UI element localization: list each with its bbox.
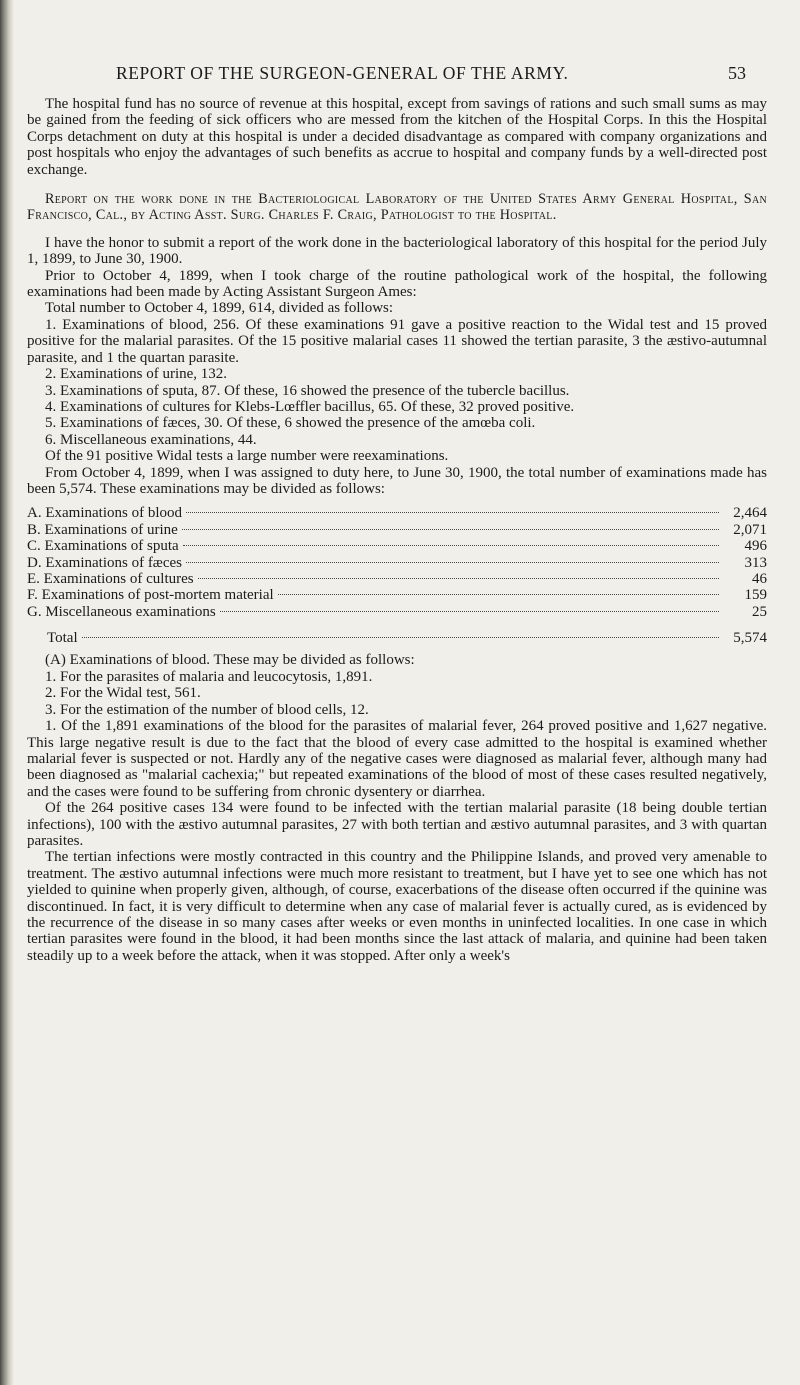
row-value: 2,464: [733, 505, 767, 522]
row-label: E. Examinations of cultures: [27, 570, 194, 587]
paragraph: 1. For the parasites of malaria and leucocytosis, 1,891.: [45, 668, 373, 685]
paragraph: 3. For the estimation of the number of blood cells, 12.: [45, 701, 369, 718]
row-value: 313: [744, 554, 767, 571]
row-label: B. Examinations of urine: [27, 521, 178, 538]
paragraph-hospital-fund: The hospital fund has no source of revenue at this hospital, except from savings of rations and such small sums as may be gained from the feeding of sick officers who are messed from the kitchen of the Hospital Corps. In this the Hospital Corps detachment on duty at this hospital is under a decided disadvantage as compared with company organizations and post hospitals who enjoy the advantages of such benefits as accrue to hospital and company funds by a well-directed post exchange.: [27, 96, 767, 178]
paragraph: 3. Examinations of sputa, 87. Of these, 16 showed the presence of the tubercle bacillus.: [45, 382, 570, 399]
paragraph: The tertian infections were mostly contracted in this country and the Philippine Islands, and proved very amenable to treatment. The æstivo autumnal infections were much more resistant to treatment, but I have yet to see one which has not yielded to quinine when properly given, although, of course, exacerbations of the disease often occurred if the quinine was discontinued. In fact, it is very difficult to determine when any case of malarial fever is actually cured, as is evidenced by the recurrence of the disease in so many cases after weeks or even months in uninfected localities. In one case in which tertian parasites were found in the blood, it had been months since the last attack of malaria, and quinine had been taken steadily up to a week before the attack, when it was stopped. After only a week's: [27, 849, 767, 964]
paragraph: Of the 264 positive cases 134 were found to be infected with the tertian malarial parasite (18 being double tertian infections), 100 with the æstivo autumnal parasites, 27 with both tertian and æstivo autumnal parasites, and 3 with quartan parasites.: [27, 800, 767, 849]
row-label: A. Examinations of blood: [27, 505, 182, 522]
running-head-title: REPORT OF THE SURGEON-GENERAL OF THE ARMY.: [116, 63, 569, 83]
running-head: [0, 63, 800, 87]
row-label: F. Examinations of post-mortem material: [27, 587, 274, 604]
row-label: G. Miscellaneous examinations: [27, 603, 216, 620]
row-label: C. Examinations of sputa: [27, 538, 179, 555]
paragraph: 4. Examinations of cultures for Klebs-Lœffler bacillus, 65. Of these, 32 proved positive.: [45, 398, 575, 415]
examinations-table: [27, 505, 767, 646]
row-value: 2,071: [733, 521, 767, 538]
introduction-section: [27, 235, 767, 498]
table-row: [27, 505, 767, 521]
paragraph: Total number to October 4, 1899, 614, divided as follows:: [45, 300, 394, 317]
leader-dots: [186, 562, 719, 563]
page-number: 53: [728, 63, 746, 83]
table-row: [27, 587, 767, 603]
row-value: 496: [744, 538, 767, 555]
leader-dots: [278, 594, 719, 595]
leader-dots: [220, 611, 719, 612]
table-row: [27, 604, 767, 620]
leader-dots: [198, 578, 719, 579]
paragraph: I have the honor to submit a report of the work done in the bacteriological laboratory of this hospital for the period July 1, 1899, to June 30, 1900.: [27, 234, 767, 268]
page-binding-edge: [0, 0, 14, 1385]
table-row: [27, 555, 767, 571]
leader-dots: [186, 512, 719, 513]
table-row: [27, 538, 767, 554]
paragraph: 1. Of the 1,891 examinations of the blood for the parasites of malarial fever, 264 proved positive and 1,627 negative. This large negative result is due to the fact that the blood of every case admitted to the hospital is examined whether malarial fever is suspected or not. Hardly any of the negative cases were diagnosed as malarial fever, although many had been diagnosed as "malarial cachexia;" but repeated examinations of the blood of most of these cases resulted negatively, and the cases were found to be suffering from chronic dysentery or diarrhea.: [27, 718, 767, 800]
paragraph: 1. Examinations of blood, 256. Of these examinations 91 gave a positive reaction to the Widal test and 15 proved positive for the malarial parasites. Of the 15 positive malarial cases 11 showed the tertian parasite, 3 the æstivo-autumnal parasite, and 1 the quartan parasite.: [27, 316, 767, 366]
table-total-row: [27, 630, 767, 646]
paragraph: 2. Examinations of urine, 132.: [45, 366, 228, 383]
row-label: D. Examinations of fæces: [27, 554, 182, 571]
row-value: 46: [752, 570, 767, 587]
paragraph: Prior to October 4, 1899, when I took charge of the routine pathological work of the hospital, the following examinations had been made by Acting Assistant Surgeon Ames:: [27, 267, 767, 301]
paragraph: From October 4, 1899, when I was assigned to duty here, to June 30, 1900, the total number of examinations made has been 5,574. These examinations may be divided as follows:: [27, 464, 767, 497]
total-value: 5,574: [733, 630, 767, 647]
row-value: 25: [752, 603, 767, 620]
blood-examinations-section: [27, 652, 767, 964]
leader-dots: [183, 545, 719, 546]
total-label: Total: [47, 630, 78, 647]
report-heading: Report on the work done in the Bacteriological Laboratory of the United States Army General Hospital, San Francisco, Cal., by Acting Asst. Surg. Charles F. Craig, Pathologist to the Hospital.: [27, 191, 767, 224]
paragraph: 5. Examinations of fæces, 30. Of these, 6 showed the presence of the amœba coli.: [45, 415, 536, 432]
paragraph: 6. Miscellaneous examinations, 44.: [45, 431, 257, 448]
leader-dots: [82, 637, 719, 638]
table-row: [27, 571, 767, 587]
leader-dots: [182, 529, 719, 530]
page-body: [27, 96, 767, 964]
paragraph: (A) Examinations of blood. These may be divided as follows:: [45, 652, 415, 669]
row-value: 159: [744, 587, 767, 604]
paragraph: 2. For the Widal test, 561.: [45, 685, 201, 702]
paragraph: Of the 91 positive Widal tests a large number were reexaminations.: [45, 448, 449, 465]
table-row: [27, 522, 767, 538]
